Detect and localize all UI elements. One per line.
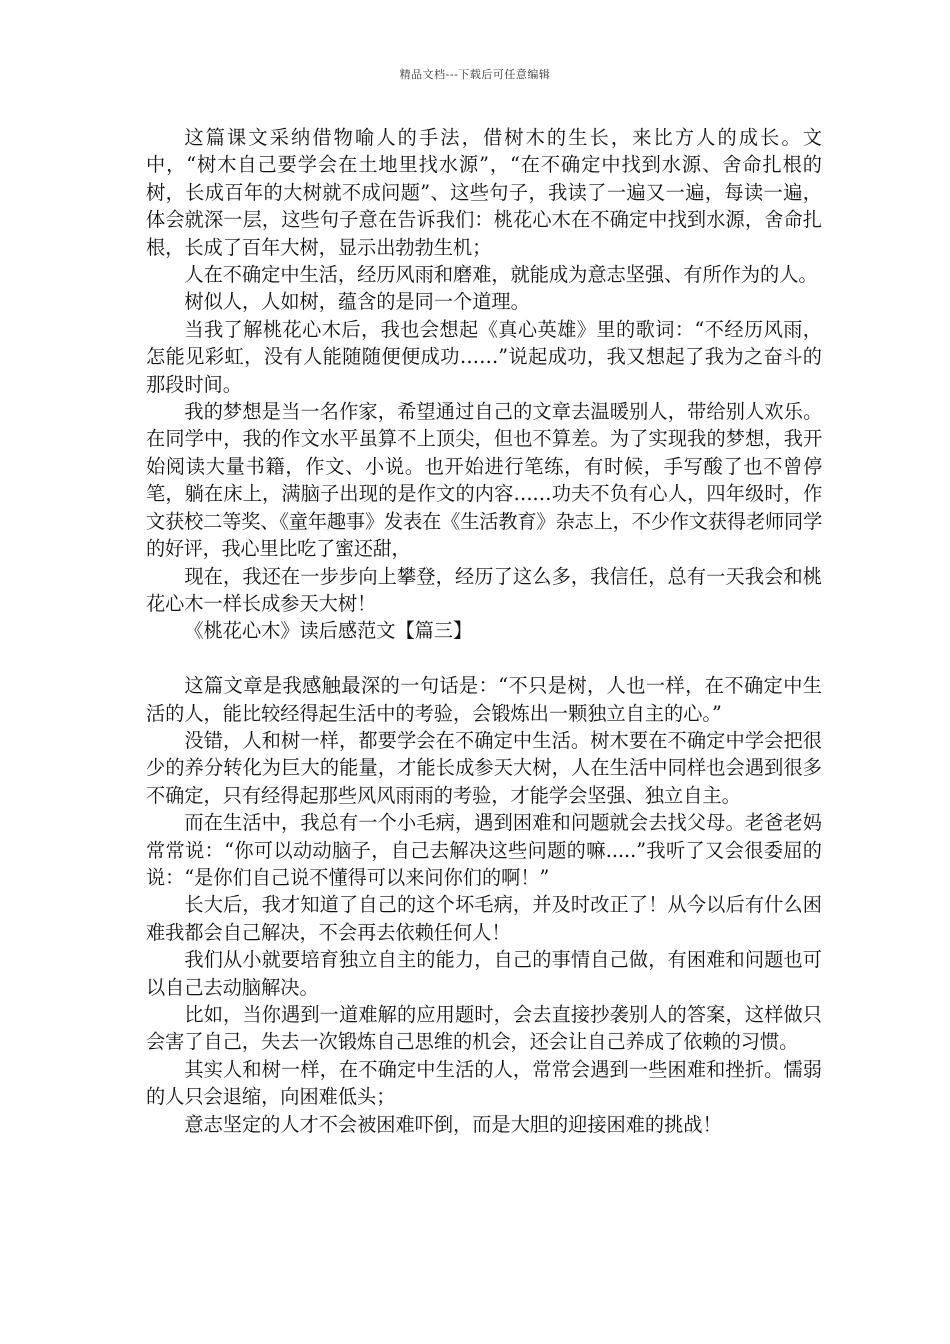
paragraph: 其实人和树一样，在不确定中生活的人，常常会遇到一些困难和挫折。懦弱的人只会退缩，向困难低头； <box>146 1057 822 1109</box>
paragraph: 我的梦想是当一名作家，希望通过自己的文章去温暖别人，带给别人欢乐。在同学中，我的作文水平虽算不上顶尖，但也不算差。为了实现我的梦想，我开始阅读大量书籍，作文、小说。也开始进行笔练，有时候，手写酸了也不曾停笔，躺在床上，满脑子出现的是作文的内容……功夫不负有心人，四年级时，作文获校二等奖、《童年趣事》发表在《生活教育》杂志上，不少作文获得老师同学的好评，我心里比吃了蜜还甜， <box>146 400 822 561</box>
paragraph: 人在不确定中生活，经历风雨和磨难，就能成为意志坚强、有所作为的人。 <box>184 263 818 287</box>
paragraph: 比如，当你遇到一道难解的应用题时，会去直接抄袭别人的答案，这样做只会害了自己，失去一次锻炼自己思维的机会，还会让自己养成了依赖的习惯。 <box>146 1002 822 1054</box>
paragraph: 我们从小就要培育独立自主的能力，自己的事情自己做，有困难和问题也可以自己去动脑解决。 <box>146 948 822 999</box>
paragraph: 这篇课文采纳借物喻人的手法，借树木的生长，来比方人的成长。文中，“树木自己要学会在土地里找水源”，“在不确定中找到水源、舍命扎根的树，长成百年的大树就不成问题”、这些句子，我读了一遍又一遍，每读一遍，体会就深一层，这些句子意在告诉我们：桃花心木在不确定中找到水源，舍命扎根，长成了百年大树，显示出勃勃生机； <box>146 126 822 259</box>
paragraph: 而在生活中，我总有一个小毛病，遇到困难和问题就会去找父母。老爸老妈常常说：“你可以动动脑子，自己去解决这些问题的嘛.....”我听了又会很委屈的说：“是你们自己说不懂得可以来问你们的啊！” <box>146 811 822 889</box>
paragraph: 长大后，我才知道了自己的这个坏毛病，并及时改正了！从今以后有什么困难我都会自己解决，不会再去依赖任何人！ <box>146 893 822 944</box>
paragraph: 这篇文章是我感触最深的一句话是：“不只是树，人也一样，在不确定中生活的人，能比较经得起生活中的考验，会锻炼出一颗独立自主的心。” <box>146 674 822 725</box>
document-body <box>146 124 822 1138</box>
paragraph: 现在，我还在一步步向上攀登，经历了这么多，我信任，总有一天我会和桃花心木一样长成参天大树！ <box>146 564 822 615</box>
blank-line <box>146 645 822 672</box>
paragraph: 当我了解桃花心木后，我也会想起《真心英雄》里的歌词：“不经历风雨，怎能见彩虹，没有人能随随便便成功……”说起成功，我又想起了我为之奋斗的那段时间。 <box>146 317 822 396</box>
page-header: 精品文档---下载后可任意编辑 <box>399 68 551 81</box>
paragraph: 没错，人和树一样，都要学会在不确定中生活。树木要在不确定中学会把很少的养分转化为巨大的能量，才能长成参天大树，人在生活中同样也会遇到很多不确定，只有经得起那些风风雨雨的考验，才能学会坚强、独立自主。 <box>146 728 822 807</box>
paragraph: 意志坚定的人才不会被困难吓倒，而是大胆的迎接困难的挑战！ <box>184 1112 722 1136</box>
section-title: 《桃花心木》读后感范文【篇三】 <box>184 619 473 643</box>
paragraph: 树似人，人如树，蕴含的是同一个道理。 <box>184 290 530 314</box>
